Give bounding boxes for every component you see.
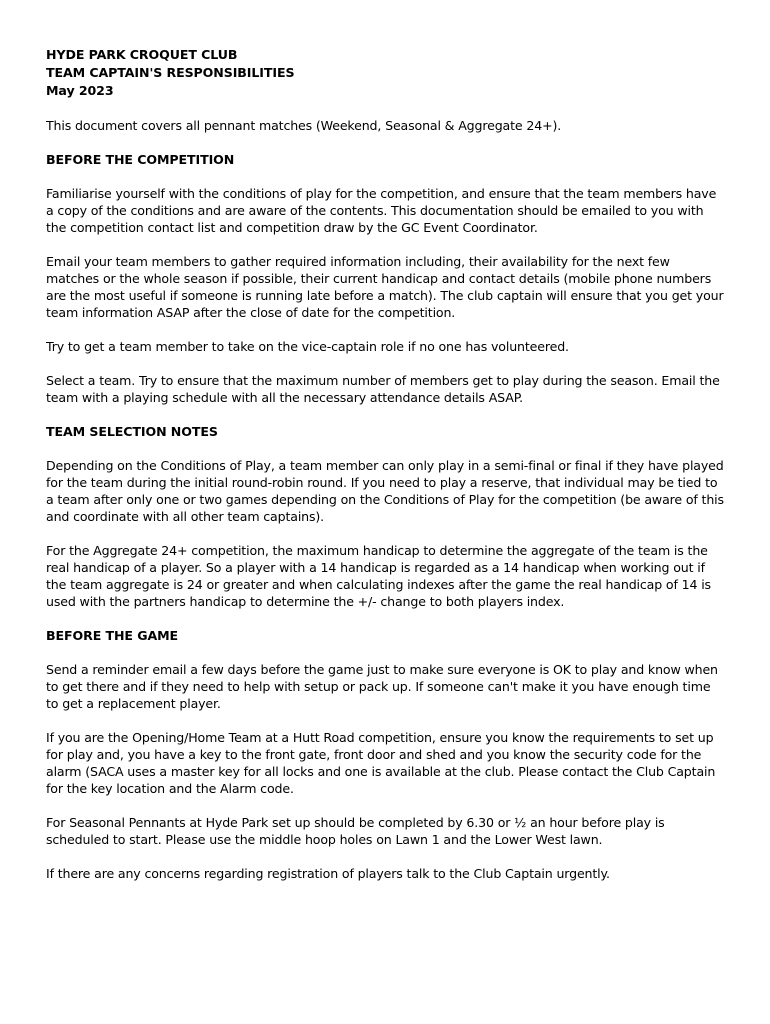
intro-paragraph: This document covers all pennant matches (Weekend, Seasonal & Aggregate 24+). (46, 118, 562, 133)
before-game-paragraph-1: Send a reminder email a few days before the game just to make sure everyone is OK to play and know when to get there and if they need to help with setup or pack up. If someone can't make it you have enough time to get a replacement player. (46, 662, 718, 711)
before-competition-paragraph-4: Select a team. Try to ensure that the maximum number of members get to play during the season. Email the team with a playing schedule with all the necessary attendance details ASAP. (46, 373, 720, 405)
document-date: May 2023 (46, 83, 114, 98)
document-header (46, 46, 726, 100)
document-title: TEAM CAPTAIN'S RESPONSIBILITIES (46, 65, 295, 80)
heading-team-selection-notes: TEAM SELECTION NOTES (46, 424, 218, 439)
before-game-paragraph-3: For Seasonal Pennants at Hyde Park set up should be completed by 6.30 or ½ an hour before play is scheduled to start. Please use the middle hoop holes on Lawn 1 and the Lower West lawn. (46, 815, 665, 847)
team-selection-paragraph-2: For the Aggregate 24+ competition, the maximum handicap to determine the aggregate of the team is the real handicap of a player. So a player with a 14 handicap is regarded as a 14 handicap when working out if the team aggregate is 24 or greater and when calculating indexes after the game the real handicap of 14 is used with the partners handicap to determine the +/- change to both players index. (46, 543, 711, 609)
document-page (46, 46, 726, 899)
before-game-paragraph-2: If you are the Opening/Home Team at a Hutt Road competition, ensure you know the requirements to set up for play and, you have a key to the front gate, front door and shed and you know the security code for the alarm (SACA uses a master key for all locks and one is available at the club. Please contact the Club Captain for the key location and the Alarm code. (46, 730, 716, 796)
heading-before-competition: BEFORE THE COMPETITION (46, 152, 235, 167)
before-competition-paragraph-2: Email your team members to gather required information including, their availability for the next few matches or the whole season if possible, their current handicap and contact details (mobile phone numbers are the most useful if someone is running late before a match). The club captain will ensure that you get your team information ASAP after the close of date for the competition. (46, 254, 724, 320)
club-name: HYDE PARK CROQUET CLUB (46, 47, 238, 62)
before-competition-paragraph-3: Try to get a team member to take on the vice-captain role if no one has volunteered. (46, 339, 569, 354)
team-selection-paragraph-1: Depending on the Conditions of Play, a team member can only play in a semi-final or final if they have played for the team during the initial round-robin round. If you need to play a reserve, that individual may be tied to a team after only one or two games depending on the Conditions of Play for the competition (be aware of this and coordinate with all other team captains). (46, 458, 724, 524)
before-competition-paragraph-1: Familiarise yourself with the conditions of play for the competition, and ensure that the team members have a copy of the conditions and are aware of the contents. This documentation should be emailed to you with the competition contact list and competition draw by the GC Event Coordinator. (46, 186, 717, 235)
before-game-paragraph-4: If there are any concerns regarding registration of players talk to the Club Captain urgently. (46, 866, 610, 881)
heading-before-the-game: BEFORE THE GAME (46, 628, 179, 643)
